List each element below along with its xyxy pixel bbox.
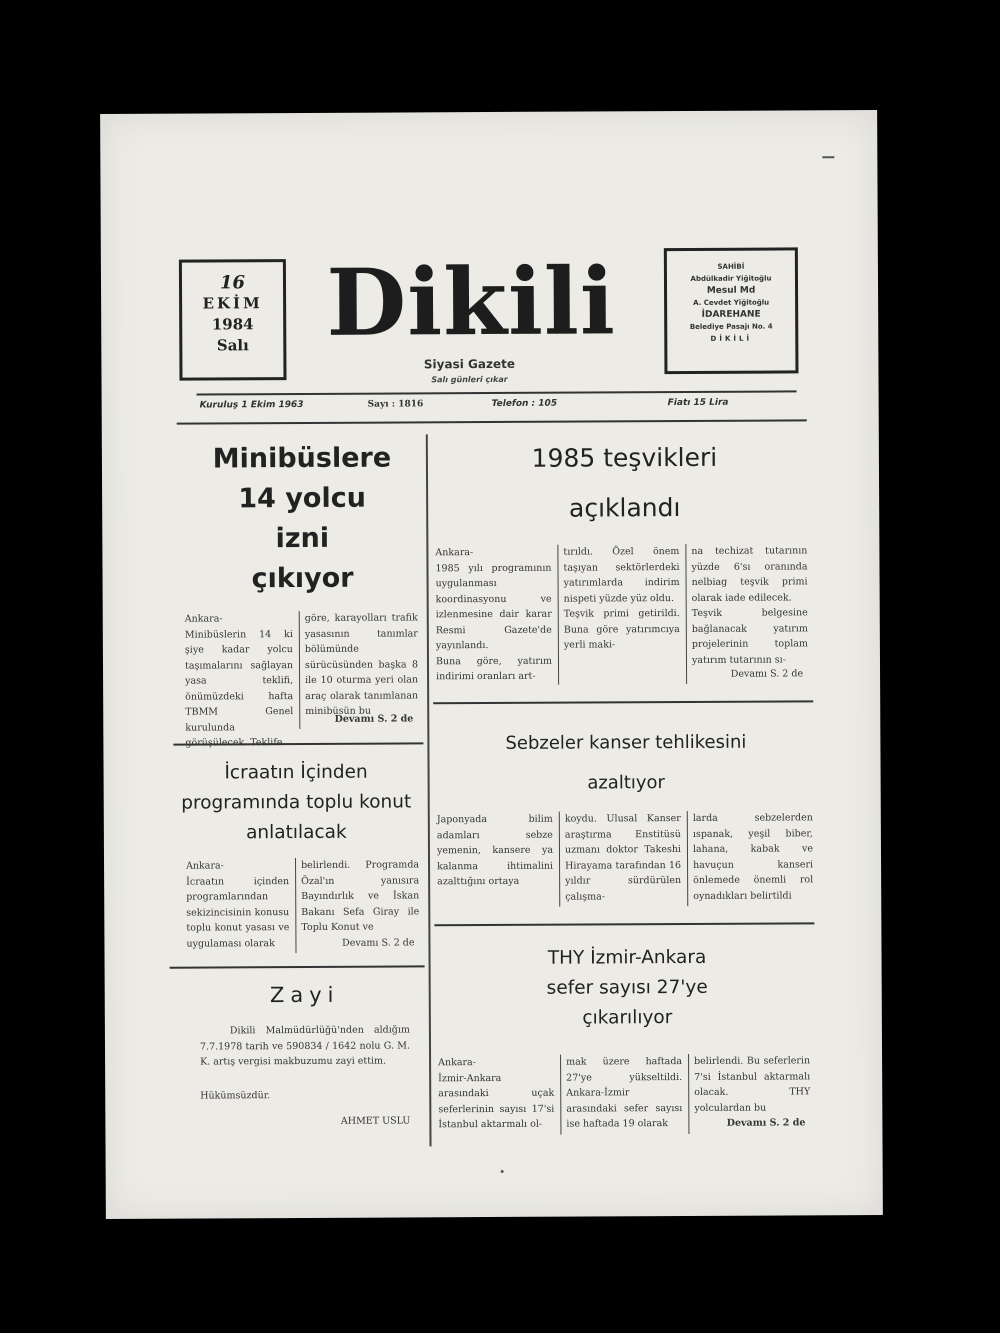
tesvik-col-1: Ankara- 1985 yılı programının uygulanması koordinasyonu ve izlenmesine dair karar Resmi Gazete'de yayınlandı. Buna göre, yatırım indirimi oranları art-	[435, 547, 553, 683]
minibus-col-1: Ankara- Minibüslerin 14 ki şiye kadar yolcu taşımalarını sağlayan yasa teklifi, önümüzdeki hafta TBMM Genel kurulunda	[184, 613, 294, 734]
thy-col-2: mak üzere haftada 27'ye yükseltildi. Ankara-İzmir arasındaki sefer sayısı ise haftada 19 olarak	[566, 1056, 683, 1130]
headline-tesvik	[437, 432, 813, 534]
icraat-col-2: belirlendi. Programda Özal'ın yanısıra Bayındırlık ve İskan Bakanı Sefa Giray ile Toplu Konut ve	[301, 859, 420, 933]
issue-number: Sayı : 1816	[367, 399, 424, 410]
tesvik-col-rule-1	[557, 545, 559, 685]
headline-line: açıklandı	[568, 493, 681, 523]
date-month: EKİM	[202, 294, 263, 313]
icraat-col-rule	[295, 858, 296, 953]
publisher-info-box	[664, 247, 799, 374]
sebze-col-3: larda sebzelerden ıspanak, yeşil biber, lahana, kabak ve havuçun kanseri önlemede önemli rol oynadıkları belirtildi	[692, 812, 814, 902]
thy-col-rule-1	[560, 1055, 561, 1135]
info-editor-name: A. Cevdet Yiğitoğlu	[693, 298, 770, 307]
headline-line: izni	[275, 522, 330, 555]
info-city: DİKİLİ	[710, 334, 753, 343]
sebze-col-2: koydu. Ulusal Kanser araştırma Enstitüsü uzmanı doktor Takeshi Hirayama tarafından 16 yıldır sürdürülen çalışma-	[564, 813, 682, 903]
thy-col-rule-2	[688, 1054, 689, 1134]
masthead-rule-bottom	[177, 419, 807, 424]
headline-line: çıkıyor	[251, 562, 354, 595]
masthead-title: Dikili	[326, 247, 617, 357]
headline-icraat	[168, 757, 423, 848]
headline-sebze	[438, 722, 813, 804]
headline-line: azaltıyor	[587, 772, 665, 794]
headline-minibus	[182, 438, 423, 599]
tesvik-continued: Devamı S. 2 de	[730, 668, 804, 680]
headline-line: Minibüslere	[212, 442, 392, 475]
rule-sebze	[434, 922, 814, 926]
rule-minibus	[173, 742, 423, 745]
minibus-col-rule	[299, 611, 301, 729]
date-box	[179, 259, 287, 381]
headline-line: 1985 teşvikleri	[531, 442, 718, 473]
thy-col-1: Ankara- İzmir-Ankara arasındaki uçak seferlerinin sayısı 17'si İstanbul aktarmalı ol-	[438, 1057, 555, 1131]
paper-speck	[501, 1170, 504, 1173]
price: Fiatı 15 Lira	[667, 397, 729, 409]
thy-col-3: belirlendi. Bu seferlerin 7'si İstanbul aktarmalı olacak. THY yolculardan bu	[694, 1055, 811, 1114]
date-weekday: Salı	[216, 336, 249, 355]
headline-line: THY İzmir-Ankara	[547, 946, 707, 969]
info-office-label: İDAREHANE	[701, 309, 761, 320]
zayi-body: Dikili Malmüdürlüğü'nden aldığım 7.7.1978 tarih ve 590834 / 1642 nolu G. M. K. artış vergisi makbuzumu zayi ettim.	[199, 1024, 411, 1068]
column-divider	[426, 434, 431, 1146]
masthead-tagline: Salı günleri çıkar	[431, 374, 508, 385]
info-owner-name: Abdülkadir Yiğitoğlu	[690, 274, 772, 283]
icraat-continued: Devamı S. 2 de	[342, 937, 415, 949]
phone: Telefon : 105	[491, 398, 558, 409]
zayi-signature: AHMET USLU	[340, 1115, 411, 1127]
thy-continued: Devamı S. 2 de	[726, 1117, 806, 1129]
sebze-col-1: Japonyada bilim adamları sebze yemenin, kansere ya kalanma ihtimalini azalttığını ortaya	[436, 813, 554, 888]
tesvik-col-rule-2	[685, 544, 687, 684]
sebze-col-rule-1	[559, 812, 560, 907]
headline-line: 14 yolcu	[238, 482, 367, 515]
masthead-subtitle: Siyasi Gazete	[423, 356, 515, 372]
tesvik-col-3: na techizat tutarının yüzde 6'sı oranında nelbiag teşvik primi olarak iade edilecek. Teşvik belgesine bağlanacak yatırım projelerinin toplam yatırım tutarının sı-	[691, 545, 808, 666]
rule-tesvik	[433, 700, 813, 704]
minibus-col-2: göre, karayolları trafik yasasının tanımlar bölümünde sürücüsünden başka 8 ile 10 oturma yeri olan araç olarak tanımlanan minibüsün bu	[304, 612, 419, 717]
date-year: 1984	[211, 315, 254, 334]
info-office-address: Belediye Pasajı No. 4	[689, 322, 773, 331]
zayi-note: Hükümsüzdür.	[200, 1090, 271, 1102]
minibus-continued: Devamı S. 2 de	[334, 713, 414, 725]
newspaper-page	[100, 110, 883, 1219]
masthead-rule-top	[197, 390, 797, 395]
headline-line: sefer sayısı 27'ye	[546, 976, 708, 999]
headline-line: Sebzeler kanser tehlikesini	[505, 731, 747, 754]
sebze-col-rule-2	[687, 811, 688, 906]
info-owner-label: SAHİBİ	[717, 262, 745, 271]
headline-line: programında toplu konut	[181, 791, 412, 814]
headline-zayi: Zayi	[269, 982, 340, 1008]
info-row	[199, 397, 800, 411]
tesvik-col-2: tırıldı. Özel önem taşıyan sektörlerdeki yatırımlarda indirim nispeti yüzde yüz oldu. Teşvik primi getirildi. Buna göre yatırımcıya yerli maki-	[563, 546, 680, 651]
date-day: 16	[219, 272, 246, 294]
icraat-col-1: Ankara- İcraatın içinden programlarından sekizincisinin konusu toplu konut yasası ve uygulaması olarak	[186, 860, 290, 950]
founded-date: Kuruluş 1 Ekim 1963	[199, 399, 304, 411]
headline-line: İcraatın İçinden	[224, 761, 368, 784]
headline-thy	[439, 942, 814, 1034]
rule-icraat	[170, 965, 425, 968]
headline-line: çıkarılıyor	[582, 1007, 673, 1029]
info-editor-label: Mesul Md	[706, 285, 756, 296]
headline-line: anlatılacak	[245, 821, 347, 844]
paper-speck	[822, 156, 834, 158]
